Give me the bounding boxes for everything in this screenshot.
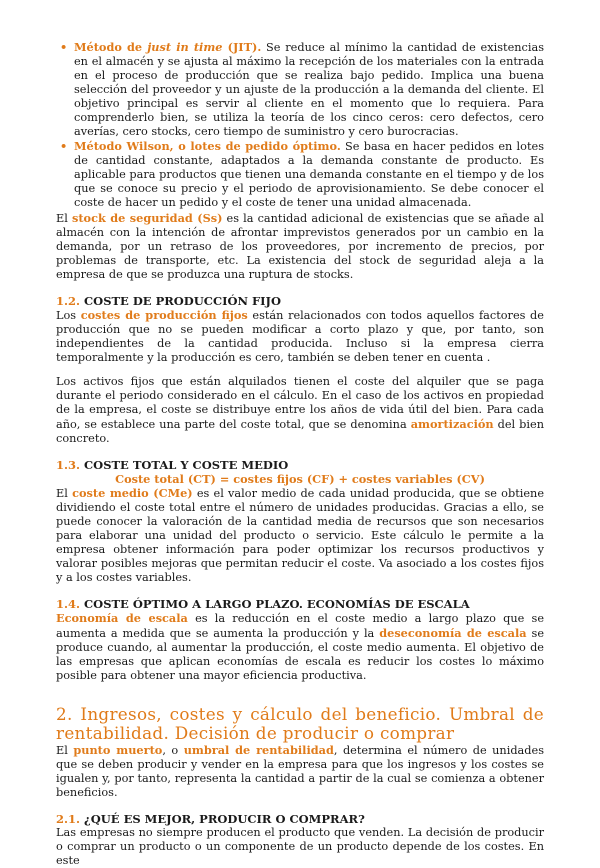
term-amortizacion: amortización <box>410 417 494 431</box>
list-item-wilson <box>60 139 544 210</box>
list-item-jit <box>60 40 544 139</box>
term-economia-escala: Economía de escala <box>56 611 188 625</box>
wilson-description: Se basa en hacer pedidos en lotes de cantidad constante, adaptados a la demanda constante de producto. Es aplicable para productos que tienen una demanda constante en el tiempo y de los que se conoce su precio y el periodo de aprovisionamiento. Se debe conocer el coste de hacer un pedido y el coste de tener una unidad almacenada. <box>74 140 544 209</box>
stock-paragraph: El stock de seguridad (Ss) es la cantidad adicional de existencias que se añade al almacén con la intención de afrontar imprevistos generados por un cambio en la demanda, por un retraso de los proveedores, por incremento de precios, por problemas de transporte, etc. La existencia del stock de seguridad aleja a la empresa de que se produzca una ruptura de stocks. <box>56 211 545 281</box>
term-deseconomia-escala: deseconomía de escala <box>379 626 527 640</box>
section-heading-2-1: 2.1. ¿QUÉ ES MEJOR, PRODUCIR O COMPRAR? <box>56 812 365 826</box>
jit-description: Se reduce al mínimo la cantidad de existencias en el almacén y se ajusta al máximo la recepción de los materiales con la entrada en el proceso de producción que se realiza bajo pedido. Implica una buena selección del proveedor y un ajuste de la producción a la demanda del cliente. El objetivo principal es servir al cliente en el momento que lo requiera. Para comprenderlo bien, se utiliza la teoría de los cinco ceros: cero defectos, cero averías, cero stocks, cero tiempo de suministro y cero burocracias. <box>74 41 544 138</box>
term-punto-muerto: punto muerto <box>73 743 163 757</box>
total-cost-formula: Coste total (CT) = costes fijos (CF) + costes variables (CV) <box>115 472 485 486</box>
average-cost-paragraph: El coste medio (CMe) es el valor medio de cada unidad producida, que se obtiene dividiendo el coste total entre el número de unidades producidas. Gracias a ello, se puede conocer la valoración de la cantidad media de recursos que son necesarios para elaborar una unidad del producto o servicio. Este cálculo le permite a la empresa obtener información para poder optimizar los recursos productivos y valorar posibles mejoras que permitan reducir el coste. Va asociado a los costes fijos y a los costes variables. <box>56 486 544 584</box>
term-jit: Método de just in time (JIT). <box>74 40 262 54</box>
fixed-cost-paragraph: Los costes de producción fijos están relacionados con todos aquellos factores de producción que no se pueden modificar a corto plazo y que, por tanto, son independientes de la cantidad producida. Incluso si la empresa cierra temporalmente y la producción es cero, también se deben tener en cuenta . <box>56 308 544 364</box>
section-heading-1-3: 1.3. COSTE TOTAL Y COSTE MEDIO <box>56 458 289 472</box>
economies-scale-paragraph: Economía de escala es la reducción en el coste medio a largo plazo que se aumenta a medida que se aumenta la producción y la deseconomía de escala se produce cuando, al aumentar la producción, el coste medio aumenta. El objetivo de las empresas que aplican economías de escala es reducir los costes lo máximo posible para obtener una mayor eficiencia productiva. <box>56 611 545 682</box>
break-even-paragraph: El punto muerto, o umbral de rentabilidad, determina el número de unidades que se deben producir y vender en la empresa para que los ingresos y los costes se igualen y, por tanto, representa la cantidad a partir de la cual se comienza a obtener beneficios. <box>56 743 544 799</box>
bullet-icon: • <box>60 40 68 54</box>
section-heading-1-4: 1.4. COSTE ÓPTIMO A LARGO PLAZO. ECONOMÍAS DE ESCALA <box>56 597 470 611</box>
chapter-heading-2: 2. Ingresos, costes y cálculo del beneficio. Umbral de rentabilidad. Decisión de producir o comprar <box>56 704 544 743</box>
term-coste-medio: coste medio (CMe) <box>72 486 193 500</box>
term-costes-fijos: costes de producción fijos <box>80 308 248 322</box>
term-stock-seguridad: stock de seguridad (Ss) <box>71 211 223 225</box>
fixed-assets-paragraph: Los activos fijos que están alquilados tienen el coste del alquiler que se paga durante el periodo considerado en el cálculo. En el caso de los activos en propiedad de la empresa, el coste se distribuye entre los años de vida útil del bien. Para cada año, se establece una parte del coste total, que se denomina amortización del bien concreto. <box>56 375 544 445</box>
term-umbral-rentabilidad: umbral de rentabilidad <box>183 743 334 757</box>
inventory-methods-list <box>56 40 544 210</box>
section-heading-1-2: 1.2. COSTE DE PRODUCCIÓN FIJO <box>56 294 282 308</box>
bullet-icon: • <box>60 139 68 153</box>
produce-or-buy-paragraph: Las empresas no siempre producen el producto que venden. La decisión de producir o comprar un producto o un componente de un producto depende de los costes. En este <box>56 826 544 867</box>
term-wilson: Método Wilson, o lotes de pedido óptimo. <box>74 139 341 153</box>
